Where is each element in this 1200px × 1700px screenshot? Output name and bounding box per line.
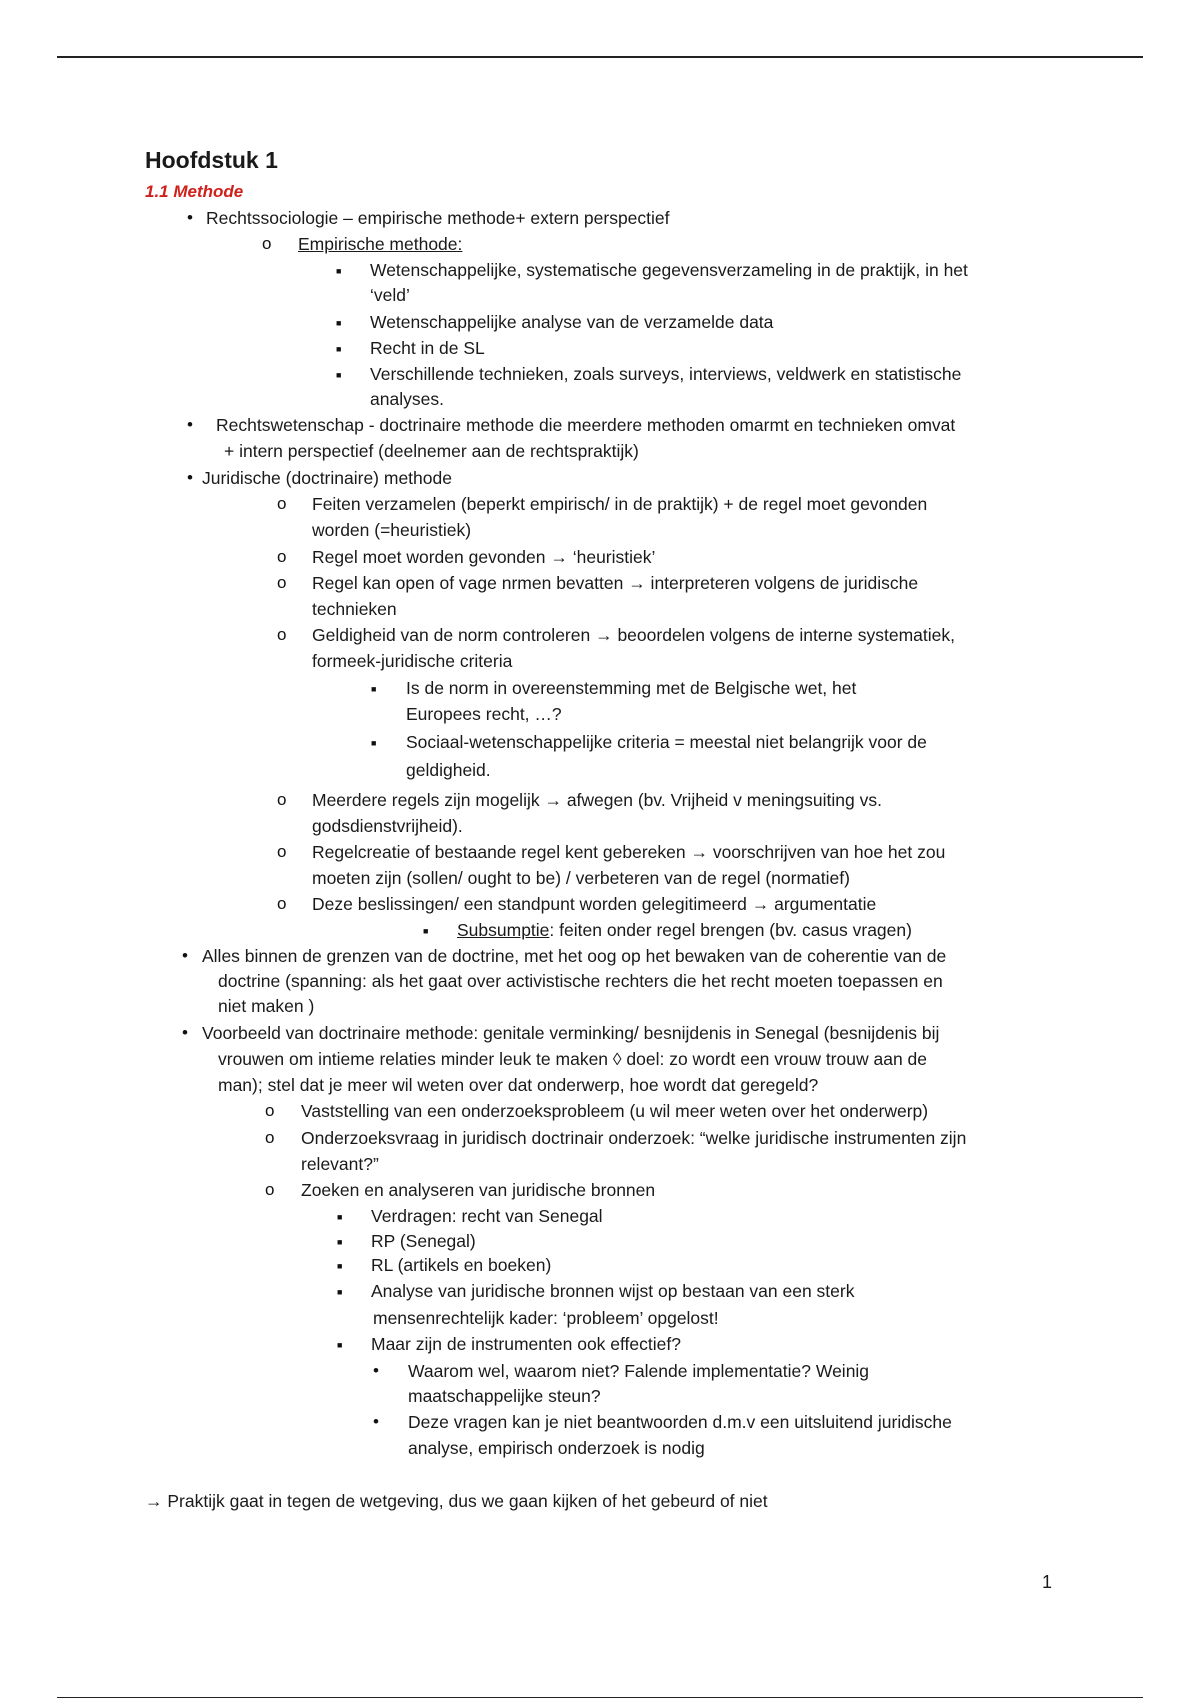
- circle-marker: o: [265, 1128, 275, 1147]
- square-marker: ■: [337, 1287, 343, 1297]
- list-item: Rechtssociologie – empirische methode+ extern perspectief: [206, 208, 670, 228]
- conclusion-line: → Praktijk gaat in tegen de wetgeving, dus we gaan kijken of het gebeurd of niet: [145, 1491, 768, 1511]
- list-item: technieken: [312, 599, 397, 619]
- list-item: relevant?”: [301, 1154, 379, 1174]
- list-item: geldigheid.: [406, 760, 491, 780]
- list-item: Europees recht, …?: [406, 704, 562, 724]
- list-item: ‘veld’: [370, 285, 410, 305]
- square-marker: ■: [336, 266, 342, 276]
- list-item: Meerdere regels zijn mogelijk → afwegen (bv. Vrijheid v meningsuiting vs.: [312, 790, 882, 810]
- circle-marker: o: [277, 790, 287, 809]
- list-item: Waarom wel, waarom niet? Falende implementatie? Weinig: [408, 1361, 870, 1381]
- list-item: Deze vragen kan je niet beantwoorden d.m.v een uitsluitend juridische: [408, 1412, 952, 1432]
- subsumptie-term: Subsumptie: [457, 920, 550, 940]
- list-item: Regel moet worden gevonden → ‘heuristiek’: [312, 547, 656, 567]
- list-item: Feiten verzamelen (beperkt empirisch/ in de praktijk) + de regel moet gevonden: [312, 494, 928, 514]
- list-item: vrouwen om intieme relaties minder leuk te maken ◊ doel: zo wordt een vrouw trouw aan de: [218, 1049, 927, 1069]
- list-item: Sociaal-wetenschappelijke criteria = meestal niet belangrijk voor de: [406, 732, 927, 752]
- circle-marker: o: [277, 494, 287, 513]
- square-marker: ■: [337, 1237, 343, 1247]
- list-item: + intern perspectief (deelnemer aan de rechtspraktijk): [224, 441, 639, 461]
- square-marker: ■: [336, 370, 342, 380]
- footer-rule: [57, 1697, 1143, 1698]
- list-item: [457, 918, 912, 942]
- bullet-marker: •: [187, 468, 193, 487]
- list-item: Maar zijn de instrumenten ook effectief?: [371, 1334, 681, 1354]
- list-item: Wetenschappelijke analyse van de verzamelde data: [370, 312, 774, 332]
- list-item: Vaststelling van een onderzoeksprobleem (u wil meer weten over het onderwerp): [301, 1101, 929, 1121]
- list-item: Geldigheid van de norm controleren → beoordelen volgens de interne systematiek,: [312, 625, 956, 645]
- bullet-marker: •: [187, 415, 193, 434]
- circle-marker: o: [262, 234, 272, 253]
- list-item: analyses.: [370, 389, 444, 409]
- bullet-marker: •: [373, 1361, 379, 1380]
- list-item: Wetenschappelijke, systematische gegevensverzameling in de praktijk, in het: [370, 260, 968, 280]
- list-item: niet maken ): [218, 996, 315, 1016]
- list-item: moeten zijn (sollen/ ought to be) / verbeteren van de regel (normatief): [312, 868, 850, 888]
- section-heading: 1.1 Methode: [145, 182, 244, 201]
- circle-marker: o: [265, 1180, 275, 1199]
- list-item: Deze beslissingen/ een standpunt worden gelegitimeerd → argumentatie: [312, 894, 877, 914]
- square-marker: ■: [337, 1212, 343, 1222]
- circle-marker: o: [277, 547, 287, 566]
- circle-marker: o: [265, 1101, 275, 1120]
- list-item: RP (Senegal): [371, 1231, 476, 1251]
- chapter-title: Hoofdstuk 1: [145, 147, 278, 173]
- list-item: analyse, empirisch onderzoek is nodig: [408, 1438, 705, 1458]
- list-item: Regelcreatie of bestaande regel kent gebereken → voorschrijven van hoe het zou: [312, 842, 946, 862]
- list-item: Analyse van juridische bronnen wijst op bestaan van een sterk: [371, 1281, 855, 1301]
- list-item: Onderzoeksvraag in juridisch doctrinair onderzoek: “welke juridische instrumenten zijn: [301, 1128, 967, 1148]
- list-item: worden (=heuristiek): [312, 520, 472, 540]
- list-item: doctrine (spanning: als het gaat over activistische rechters die het recht moeten toepassen en: [218, 971, 943, 991]
- list-item: Zoeken en analyseren van juridische bronnen: [301, 1180, 656, 1200]
- list-item: Recht in de SL: [370, 338, 485, 358]
- list-item: godsdienstvrijheid).: [312, 816, 463, 836]
- square-marker: ■: [336, 344, 342, 354]
- circle-marker: o: [277, 894, 287, 913]
- list-item: Juridische (doctrinaire) methode: [202, 468, 452, 488]
- square-marker: ■: [337, 1340, 343, 1350]
- bullet-marker: •: [182, 1023, 188, 1042]
- list-item: RL (artikels en boeken): [371, 1255, 552, 1275]
- bullet-marker: •: [373, 1412, 379, 1431]
- list-item: Verschillende technieken, zoals surveys, interviews, veldwerk en statistische: [370, 364, 962, 384]
- subsumptie-definition: : feiten onder regel brengen (bv. casus vragen): [549, 920, 912, 940]
- circle-marker: o: [277, 625, 287, 644]
- square-marker: ■: [371, 738, 377, 748]
- list-item: Regel kan open of vage nrmen bevatten → interpreteren volgens de juridische: [312, 573, 919, 593]
- list-item: formeek-juridische criteria: [312, 651, 513, 671]
- page-number: 1: [1042, 1572, 1053, 1592]
- list-item: Rechtswetenschap - doctrinaire methode die meerdere methoden omarmt en technieken omvat: [216, 415, 956, 435]
- circle-marker: o: [277, 842, 287, 861]
- square-marker: ■: [337, 1261, 343, 1271]
- bullet-marker: •: [182, 946, 188, 965]
- list-item: Verdragen: recht van Senegal: [371, 1206, 603, 1226]
- list-item: maatschappelijke steun?: [408, 1386, 601, 1406]
- header-rule: [57, 56, 1143, 58]
- square-marker: ■: [336, 318, 342, 328]
- square-marker: ■: [371, 684, 377, 694]
- circle-marker: o: [277, 573, 287, 592]
- list-item: Is de norm in overeenstemming met de Belgische wet, het: [406, 678, 857, 698]
- list-item: Voorbeeld van doctrinaire methode: genitale verminking/ besnijdenis in Senegal (besnijdenis bij: [202, 1023, 940, 1043]
- list-item: Alles binnen de grenzen van de doctrine, met het oog op het bewaken van de coherentie van de: [202, 946, 947, 966]
- square-marker: ■: [423, 926, 429, 936]
- list-item: man); stel dat je meer wil weten over dat onderwerp, hoe wordt dat geregeld?: [218, 1075, 819, 1095]
- bullet-marker: •: [187, 208, 193, 227]
- list-item: mensenrechtelijk kader: ‘probleem’ opgelost!: [373, 1308, 719, 1328]
- list-item: Empirische methode:: [298, 234, 463, 254]
